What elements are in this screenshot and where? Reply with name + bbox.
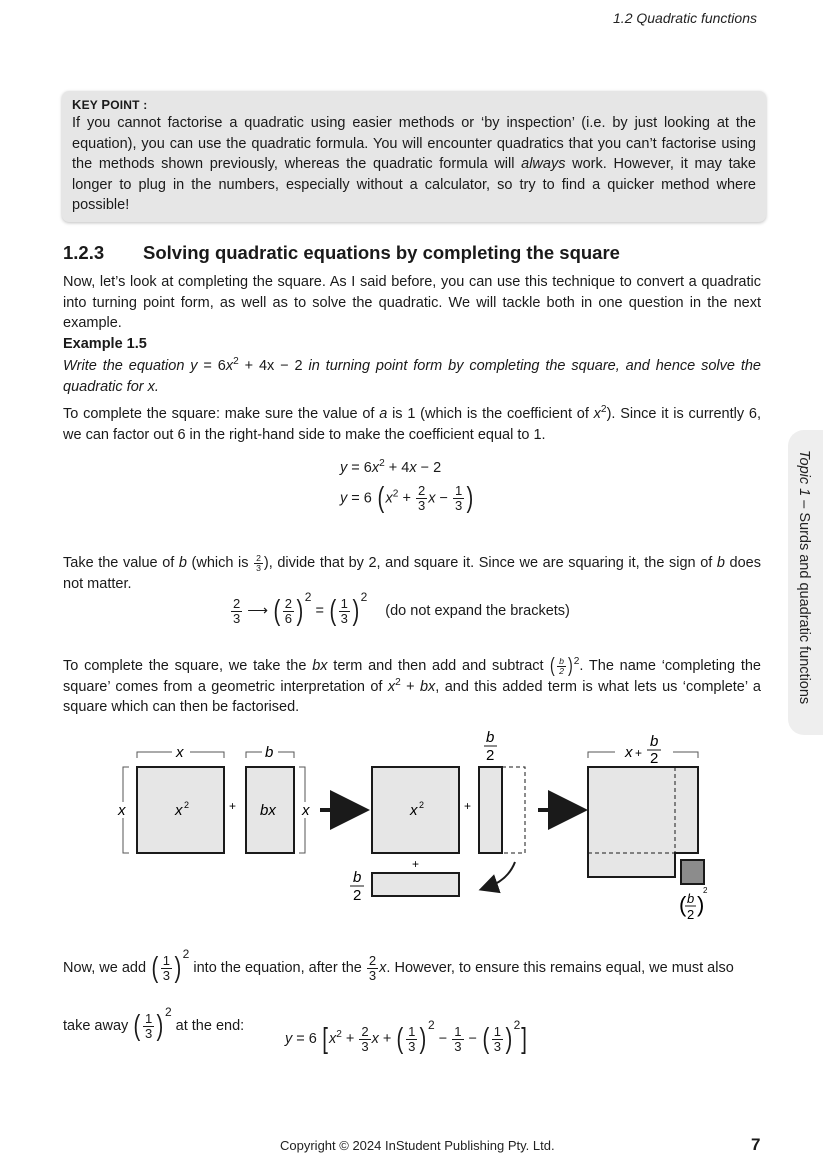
svg-text:2: 2 [687, 907, 695, 922]
step2-text: Take the value of b (which is $\frac{2}{3}$ ), divide that by 2, and square it. Since we are squaring it, the sign of b does not matter. [63, 552, 761, 592]
svg-text:+: + [635, 746, 643, 760]
copyright-footer: Copyright © 2024 InStudent Publishing Pty. Ltd. [280, 1138, 555, 1153]
step3-text: To complete the square, we take the bx term and then add and subtract ( $\frac{b}{2}$ )$^2$. The name ‘completing the square’ comes from a geometric interpretation of $x^2$ + bx, and this added term is what lets us ‘complete’ a square which can then be factorised. [63, 655, 761, 715]
svg-text:b: b [353, 869, 362, 886]
key-point-box [62, 91, 766, 222]
svg-text:2: 2 [184, 800, 190, 810]
svg-text:(: ( [679, 892, 687, 917]
topic-side-label: Topic 1 – Surds and quadratic functions [796, 450, 812, 705]
b-over-2-squared-square [681, 860, 704, 884]
step1-text: To complete the square: make sure the value of a is 1 (which is the coefficient of $x^2$). Since it is currently 6, we can factor out 6 in the right-hand side to make the coefficient equal to 1. [63, 404, 761, 443]
svg-text:+: + [412, 857, 420, 871]
svg-text:x: x [175, 802, 183, 819]
equation-1: $y = 6x^2 + 4x - 2$ [340, 458, 442, 476]
key-point-title: KEY POINT : [72, 97, 148, 112]
svg-text:2: 2 [486, 747, 495, 764]
svg-text:2: 2 [353, 887, 362, 904]
svg-text:b: b [687, 891, 695, 906]
equation-2: y = 6 ($x^2$ + $\frac{2}{3}$ x − $\frac{1}{3}$ ) [340, 482, 474, 514]
svg-text:x: x [118, 802, 126, 819]
svg-text:2: 2 [650, 750, 659, 767]
svg-text:): ) [697, 892, 705, 917]
svg-text:x: x [302, 802, 310, 819]
example-prompt: Write the equation $y = 6x^2 + 4x - 2$ in turning point form by completing the square, and hence solve the quadratic for x. [63, 356, 761, 395]
svg-text:+: + [229, 799, 237, 813]
svg-text:b: b [650, 733, 659, 750]
label-x-top: x [176, 744, 184, 761]
svg-text:b: b [265, 744, 274, 761]
topic-side-tab[interactable] [788, 430, 823, 735]
key-point-text: If you cannot factorise a quadratic using easier methods or ‘by inspection’ (i.e. by just looking at the equation), you can use the quadratic formula. You will encounter quadratics that you can’t factorise using the methods shown previously, whereas the quadratic formula will always work. However, it may take longer to plug in the numbers, especially without a calculator, so try to find a quicker method where possible! [72, 115, 757, 213]
section-heading: 1.2.3 Solving quadratic equations by completing the square [63, 242, 620, 263]
section-intro: Now, let’s look at completing the square. As I said before, you can use this technique to convert a quadratic into turning point form, as well as to solve the quadratic. We will tackle both in one question in the next example. [63, 274, 761, 331]
svg-text:+: + [464, 799, 472, 813]
svg-text:x: x [410, 802, 418, 819]
svg-text:bx: bx [260, 802, 276, 819]
equation-4: y = 6 [$x^2$ + $\frac{2}{3}$ x + ( $\frac{1}{3}$ )$^2$ − $\frac{1}{3}$ − ( $\frac{1}{3}$ )$^2$] [285, 1018, 528, 1055]
step4-text: Now, we add ( $\frac{1}{3}$ )$^2$ into the equation, after the $\frac{2}{3}$ x. However, to ensure this remains equal, we must also take away ( $\frac{1}{3}$ )$^2$ at the end: [63, 947, 734, 1042]
svg-text:b: b [486, 730, 495, 746]
example-title: Example 1.5 [63, 336, 147, 352]
curved-arrow-icon [488, 862, 515, 887]
svg-text:x: x [625, 744, 633, 761]
page-number: 7 [751, 1135, 761, 1154]
equation-3: $\frac{2}{3}$ ⟶ ( $\frac{2}{6}$ )$^2$ = ( $\frac{1}{3}$ )$^2$ (do not expand the brackets) [233, 590, 570, 627]
completing-square-diagram [110, 730, 730, 930]
svg-text:2: 2 [419, 800, 425, 810]
running-head: 1.2 Quadratic functions [613, 10, 757, 26]
svg-text:2: 2 [703, 886, 708, 895]
